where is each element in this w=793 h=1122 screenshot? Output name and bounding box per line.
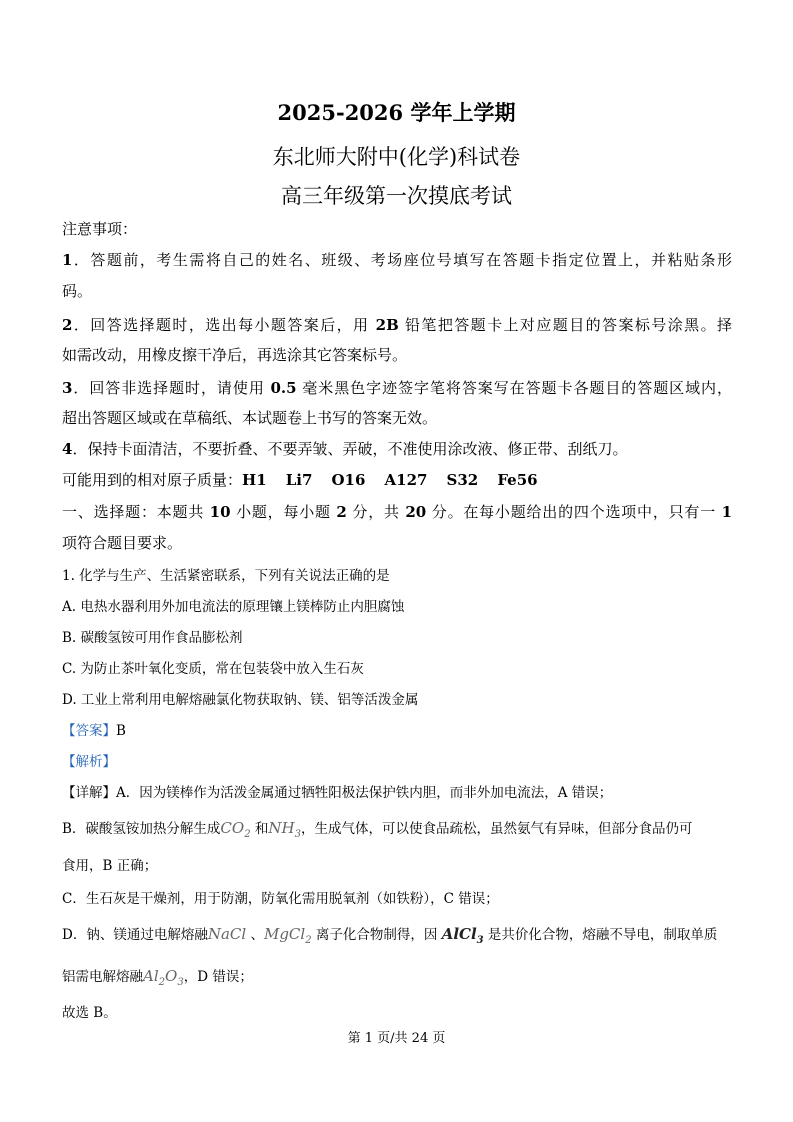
formula-co2: $CO_2$	[220, 819, 251, 840]
notice-item-3: 3．回答非选择题时，请使用 0.5 毫米黑色字迹签字笔将答案写在答题卡各题目的答题区域内，	[62, 379, 732, 397]
title-school-subject: 东北师大附中(化学)科试卷	[272, 145, 521, 169]
notice-item-3-cont: 超出答题区域或在草稿纸、本试题卷上书写的答案无效。	[62, 409, 438, 427]
analysis-line	[62, 752, 732, 772]
option-a: A. 电热水器利用外加电流法的原理镶上镁棒防止内胆腐蚀	[62, 599, 405, 615]
formula-nacl: NaCl	[207, 925, 247, 943]
notice-item-1: 1．答题前，考生需将自己的姓名、班级、考场座位号填写在答题卡指定位置上，并粘贴条形	[62, 251, 732, 269]
atomic-masses: 可能用到的相对原子质量：H1 Li7 O16 A127 S32 Fe56	[62, 471, 538, 489]
option-c: C. 为防止茶叶氧化变质，常在包装袋中放入生石灰	[62, 661, 364, 677]
answer-tag: 【答案】	[62, 723, 116, 739]
formula-alcl3: AlCl$_3$	[441, 925, 484, 946]
formula-al2o3: $Al_2O_3$	[143, 967, 184, 988]
analysis-tag: 【解析】	[62, 754, 116, 770]
title-term: 2025-2026 学年上学期	[277, 100, 516, 125]
section-heading: 一、选择题：本题共 10 小题，每小题 2 分，共 20 分。在每小题给出的四个选项中，只有一 1	[62, 503, 732, 521]
formula-nh3: $NH_3$	[268, 819, 301, 840]
option-b: B. 碳酸氢铵可用作食品膨松剂	[62, 630, 243, 646]
notice-item-4: 4．保持卡面清洁，不要折叠、不要弄皱、弄破，不准使用涂改液、修正带、刮纸刀。	[62, 440, 628, 458]
detail-tag: 【详解】	[62, 785, 116, 801]
mass-h: H1	[242, 471, 267, 489]
section-heading-cont: 项符合题目要求。	[62, 534, 183, 552]
detail-c: C．生石灰是干燥剂，用于防潮，防氧化需用脱氧剂（如铁粉），C 错误；	[62, 891, 499, 907]
option-d: D. 工业上常利用电解熔融氯化物获取钠、镁、铝等活泼金属	[62, 692, 419, 708]
mass-o: O16	[331, 471, 366, 489]
mass-s: S32	[446, 471, 479, 489]
mass-al: A127	[384, 471, 428, 489]
detail-d: D．钠、镁通过电解熔融NaCl 、MgCl$_2$ 离子化合物制得，因 AlCl$_3$ 是共价化合物，熔融不导电，制取单质	[62, 925, 718, 946]
notice-heading: 注意事项：	[62, 220, 138, 238]
notice-item-2-cont: 如需改动，用橡皮擦干净后，再选涂其它答案标号。	[62, 346, 408, 364]
detail-d-cont: 铝需电解熔融$Al_2O_3$，D 错误；	[62, 967, 253, 988]
detail-b-cont: 食用，B 正确；	[62, 858, 158, 874]
conclusion: 故选 B。	[62, 1005, 117, 1021]
question-stem: 1. 化学与生产、生活紧密联系，下列有关说法正确的是	[62, 568, 390, 584]
mass-li: Li7	[285, 471, 313, 489]
detail-b: B．碳酸氢铵加热分解生成$CO_2$ 和$NH_3$，生成气体，可以使食品疏松，虽然氨气有异味，但部分食品仍可	[62, 819, 693, 840]
notice-item-2: 2．回答选择题时，选出每小题答案后，用 2B 铅笔把答题卡上对应题目的答案标号涂黑。择	[62, 316, 732, 334]
notice-item-1-cont: 码。	[62, 282, 93, 300]
formula-mgcl2: MgCl$_2$	[263, 925, 312, 946]
answer-line	[62, 721, 732, 741]
page-footer: 第 1 页/共 24 页	[347, 1031, 446, 1046]
detail-a: 【详解】A．因为镁棒作为活泼金属通过牺牲阳极法保护铁内胆，而非外加电流法，A 错误；	[62, 785, 613, 801]
mass-fe: Fe56	[497, 471, 538, 489]
answer-value: B	[116, 723, 126, 739]
title-exam-name: 高三年级第一次摸底考试	[281, 184, 512, 208]
